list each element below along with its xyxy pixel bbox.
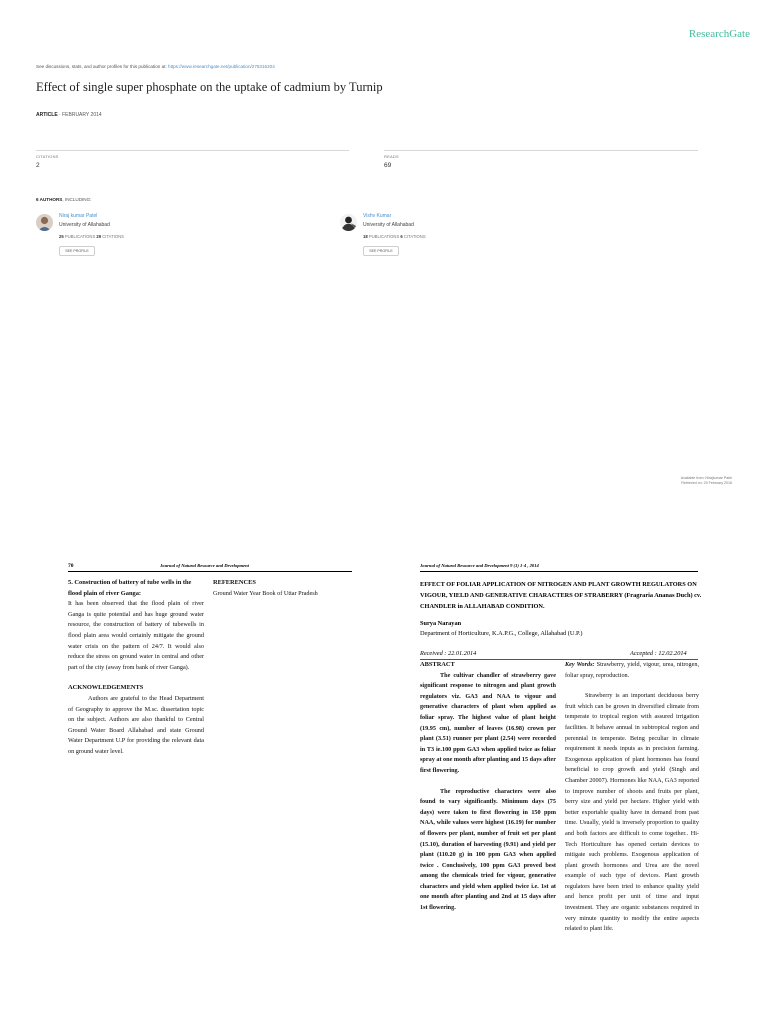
see-profile-button[interactable]: SEE PROFILE [363, 246, 399, 256]
author-card [36, 212, 276, 262]
availability-note [620, 476, 732, 486]
running-header-left: Journal of Natural Resource and Development [160, 563, 249, 568]
author-affiliation: University of Allahabad [363, 222, 414, 228]
abstract-paragraph-2: The reproductive characters were also found to vary significantly. Minimum days (75 days) were taken to first flowering in 150 ppm NAA, while values were highest (16.19) for number of flowers per plant, number of fruit set per plant (15.10), duration of harvesting (9.91) and yield per plant (110.20 g) in 100 ppm GA3 when applied twice . Conclusively, 100 ppm GA3 proved best among the chemicals tried for vigour, generative characters and yield when applied twice i.e. 1st at one month after planting and 2nd at 15 days after 1st flowering. [420, 787, 556, 912]
author-publications-count: 25 [59, 234, 64, 239]
author-citations-label: CITATIONS [101, 234, 124, 239]
discussion-text: See discussions, stats, and author profiles for this publication at: [36, 64, 169, 69]
abstract-heading: ABSTRACT [420, 661, 455, 668]
acknowledgements-text: Authors are grateful to the Head Department of Geography to approve the M.sc. dissertation topic on the subject. Authors are also thankful to Central Ground Water Board Allahabad and state Ground Water Department U.P for providing the relevant data on ground water level. [68, 694, 204, 755]
header-rule-left [68, 571, 352, 572]
see-profile-button[interactable]: SEE PROFILE [59, 246, 95, 256]
citations-divider [36, 150, 349, 151]
abstract-paragraph-1: The cultivar chandler of strawberry gave significant response to nitrogen and plant growth regulators viz. GA3 and NAA to vigour and generative characters of plant when applied as foliar spray. The highest value of plant height (19.95 cm), number of leaves (16.98) crown per plant (3.51) runner per plant (2.54) were recorded in T3 ie.100 ppm GA3 when applied twice as foliar spray at one month after planting and 15 days after first flowering. [420, 671, 556, 774]
article-meta [36, 112, 102, 118]
author-card [340, 212, 580, 262]
article-type: ARTICLE [36, 112, 58, 118]
reads-value: 69 [384, 162, 392, 169]
authors-heading [36, 197, 91, 202]
introduction-column [565, 660, 699, 935]
reference-item: Ground Water Year Book of Uttar Pradesh [213, 589, 318, 597]
authors-count: 6 AUTHORS [36, 197, 63, 202]
paper-author: Surya Narayan [420, 620, 462, 627]
article-date: · FEBRUARY 2014 [57, 112, 102, 118]
abstract-column [420, 660, 556, 914]
authors-including: , INCLUDING: [62, 197, 92, 202]
keywords-label: Key Words: [565, 661, 595, 668]
references-column [213, 578, 353, 599]
received-date: Received : 22.01.2014 [420, 650, 477, 657]
keywords [565, 660, 699, 681]
introduction-text: Strawberry is an important deciduous berry fruit which can be grown in diversified climate from temperate to tropical region with assured irrigation facilities. It behave annual in subtropical region and perennial in temperate. Being peculiar in climate requirement it needs inputs as in precision farming. Exogenous application of plant hormones has found beneficial to crop growth and yield (Singh and Chamber 20007). Hormones like NAA, GA3 reported to improve number of shoots and fruits per plant, berry size and yield per hectare. Higher yield with better exportable quality have in demand from past time. Usually, yield is inversely proportion to quality and both factors are difficult to come together.. Hi-Tech Horticulture has opened certain devices to mitigate such problems. Exogenous application of plant growth hormones and Urea are the novel example of such type of devices. Plant growth regulators have been tried to enhance quality yield and hence profit per unit of time and input investment. They are organic substances required in very minute quantity to modify the entire aspects related to plant life. [565, 692, 699, 933]
author-publications-count: 18 [363, 234, 368, 239]
researchgate-logo[interactable]: ResearchGate [688, 28, 750, 40]
available-from: Available from: Nirajkumar Patel [680, 476, 732, 480]
publication-link[interactable]: https://www.researchgate.net/publication/275316204 [168, 64, 275, 69]
running-header-right: Journal of Natural Resource and Development 9 (1) 1-4 , 2014 [420, 563, 539, 568]
author-name[interactable]: Vishv Kumar [363, 213, 392, 219]
avatar[interactable] [36, 214, 53, 231]
author-citations-label: CITATIONS [402, 234, 426, 239]
keywords-text: Strawberry, yield, vigour, urea, nitrogen, foliar spray, reproduction. [565, 661, 699, 679]
paper-title: EFFECT OF FOLIAR APPLICATION OF NITROGEN AND PLANT GROWTH REGULATORS ON VIGOUR, YIELD AND GENERATIVE CHARACTERS OF STRABERRY (Fragraria Ananas Duch) cv. CHANDLER in ALLAHABAD CONDITION. [420, 581, 702, 610]
section5-text: It has been observed that the flood plain of river Ganga is quite potential and has huge ground water resource, the construction of battery of tubewells in flood plain area would certainly mitigate the ground water crisis on the pattern of 24/7. It would also reduce the stress on ground water in central and other part of the city (away from bank of river Ganga). [68, 600, 204, 671]
author-publications-label: PUBLICATIONS [367, 234, 401, 239]
references-heading: REFERENCES [213, 579, 256, 586]
acknowledgements-heading: ACKNOWLEDGEMENTS [68, 684, 144, 692]
author-stats [59, 234, 124, 239]
author-citations-count: 6 [400, 234, 403, 239]
citations-label: CITATIONS [36, 154, 59, 159]
author-citations-count: 29 [96, 234, 102, 239]
paper-department: Department of Horticulture, K.A.P.G., College, Allahabad (U.P.) [420, 630, 583, 637]
avatar[interactable] [340, 214, 357, 231]
author-publications-label: PUBLICATIONS [63, 234, 97, 239]
author-stats [363, 234, 426, 239]
discussion-notice [36, 64, 275, 69]
reads-divider [384, 150, 698, 151]
section5-heading: 5. Construction of battery of tube wells in the flood plain of river Ganga: [68, 579, 192, 597]
author-name[interactable]: Niraj kumar Patel [59, 213, 98, 219]
citations-value: 2 [36, 162, 40, 169]
page-number: 70 [68, 563, 74, 569]
accepted-date: Accepted : 12.02.2014 [630, 650, 687, 657]
left-column [68, 578, 204, 758]
reads-label: READS [384, 154, 399, 159]
retrieved-on: Retrieved on: 29 February 2016 [681, 481, 732, 485]
publication-title[interactable]: Effect of single super phosphate on the uptake of cadmium by Turnip [36, 80, 383, 94]
header-rule-right [420, 571, 698, 572]
author-affiliation: University of Allahabad [59, 222, 110, 228]
